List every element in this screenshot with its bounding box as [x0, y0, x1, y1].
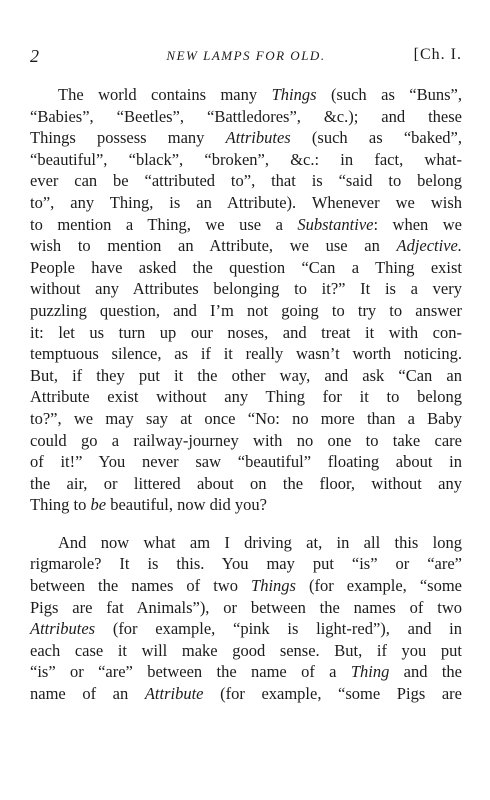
paragraph-1 — [30, 84, 462, 516]
text-line: “beautiful”, “black”, “broken”, &c.: in fact, what- — [30, 149, 462, 169]
text-line: “Babies”, “Beetles”, “Battledores”, &c.); and these — [30, 106, 462, 126]
text-line: rigmarole? It is this. You may put “is” or “are” — [30, 554, 462, 574]
text-line: to?”, we may say at once “No: no more than a Baby — [30, 408, 462, 428]
text-line: to mention a Thing, we use a Substantive: when we — [30, 214, 462, 234]
body-text — [30, 84, 462, 721]
text-line: The world contains many Things (such as “Buns”, — [58, 85, 463, 104]
text-line: each case it will make good sense. But, if you put — [30, 640, 462, 660]
page-header — [30, 46, 462, 68]
paragraph-2 — [30, 532, 462, 705]
text-line: Attributes (for example, “pink is light-red”), and in — [30, 619, 462, 639]
text-line: Thing to be beautiful, now did you? — [30, 495, 267, 515]
text-line: could go a railway-journey with no one to take care — [30, 430, 462, 450]
text-line: without any Attributes belonging to it?” It is a very — [30, 279, 462, 299]
running-title: NEW LAMPS FOR OLD. — [166, 48, 326, 63]
text-line: name of an Attribute (for example, “some Pigs are — [30, 684, 462, 704]
text-line: People have asked the question “Can a Thing exist — [30, 257, 462, 277]
text-line: puzzling question, and I’m not going to try to answer — [30, 300, 462, 320]
text-line: Things possess many Attributes (such as “baked”, — [30, 128, 462, 148]
text-line: And now what am I driving at, in all this long — [58, 532, 462, 552]
text-line: Pigs are fat Animals”), or between the names of two — [30, 597, 462, 617]
chapter-marker: [Ch. I. — [413, 46, 462, 63]
text-line: temptuous silence, as if it really wasn’t worth noticing. — [30, 344, 462, 364]
text-line: of it!” You never saw “beautiful” floating about in — [30, 452, 462, 472]
text-line: Attribute exist without any Thing for it to belong — [30, 387, 462, 407]
page-number: 2 — [30, 46, 39, 66]
text-line: But, if they put it the other way, and ask “Can an — [30, 365, 462, 385]
text-line: wish to mention an Attribute, we use an Adjective. — [30, 236, 462, 256]
text-line: to”, any Thing, is an Attribute). Whenever we wish — [30, 192, 462, 212]
text-line: ever can be “attributed to”, that is “said to belong — [30, 171, 462, 191]
text-line: between the names of two Things (for example, “some — [30, 576, 462, 596]
text-line: the air, or littered about on the floor, without any — [30, 473, 462, 493]
text-line: it: let us turn up our noses, and treat it with con- — [30, 322, 462, 342]
text-line: “is” or “are” between the name of a Thing and the — [30, 662, 462, 682]
